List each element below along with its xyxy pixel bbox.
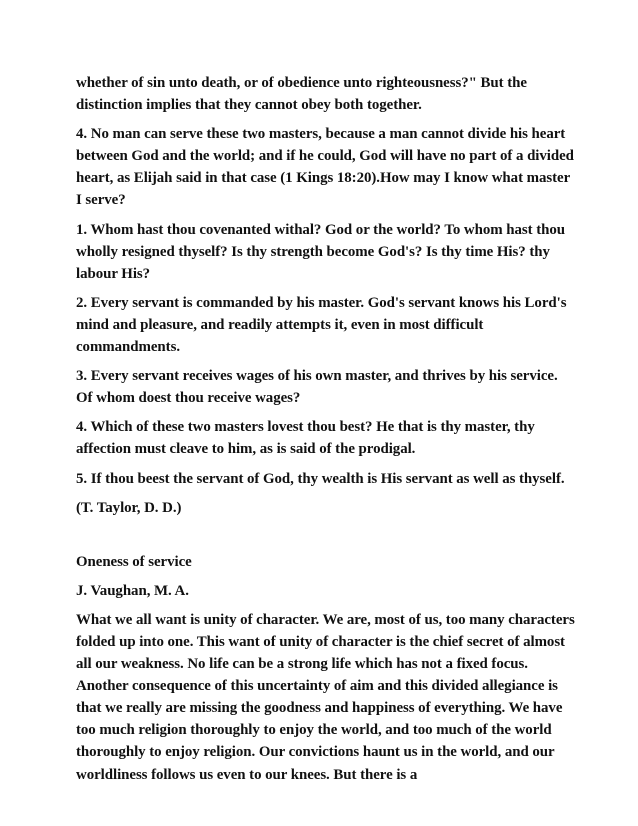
section-author: J. Vaughan, M. A. (76, 582, 189, 599)
paragraph-point-5: 5. If thou beest the servant of God, thy wealth is His servant as well as thyself. (76, 470, 565, 487)
section-spacer (76, 526, 576, 551)
section-body: What we all want is unity of character. We are, most of us, too many characters folded up into one. This want of unity of character is the chief secret of almost all our weakness. No life can be a strong life which has not a fixed focus. Another consequence of this uncertainty of aim and this divided allegiance is that we really are missing the goodness and happiness of everything. We have too much religion thoroughly to enjoy the world, and too much of the world thoroughly to enjoy religion. Our convictions haunt us in the world, and our worldliness follows us even to our knees. But there is a (76, 611, 575, 783)
paragraph-point-3: 3. Every servant receives wages of his own master, and thrives by his service. Of whom doest thou receive wages? (76, 368, 558, 407)
paragraph-continuation: whether of sin unto death, or of obedience unto righteousness?" But the distinction implies that they cannot obey both together. (76, 75, 527, 114)
section-title: Oneness of service (76, 553, 192, 570)
paragraph-point-1: 1. Whom hast thou covenanted withal? God or the world? To whom hast thou wholly resigned thyself? Is thy strength become God's? Is thy time His? thy labour His? (76, 221, 565, 282)
paragraph-point-4-lovest: 4. Which of these two masters lovest thou best? He that is thy master, thy affection must cleave to him, as is said of the prodigal. (76, 419, 535, 458)
document-page (76, 72, 576, 793)
paragraph-point-4-two-masters: 4. No man can serve these two masters, because a man cannot divide his heart between God and the world; and if he could, God will have no part of a divided heart, as Elijah said in that case (1 Kings 18:20).How may I know what master I serve? (76, 126, 574, 209)
attribution: (T. Taylor, D. D.) (76, 499, 182, 516)
paragraph-point-2: 2. Every servant is commanded by his master. God's servant knows his Lord's mind and pleasure, and readily attempts it, even in most difficult commandments. (76, 294, 567, 356)
